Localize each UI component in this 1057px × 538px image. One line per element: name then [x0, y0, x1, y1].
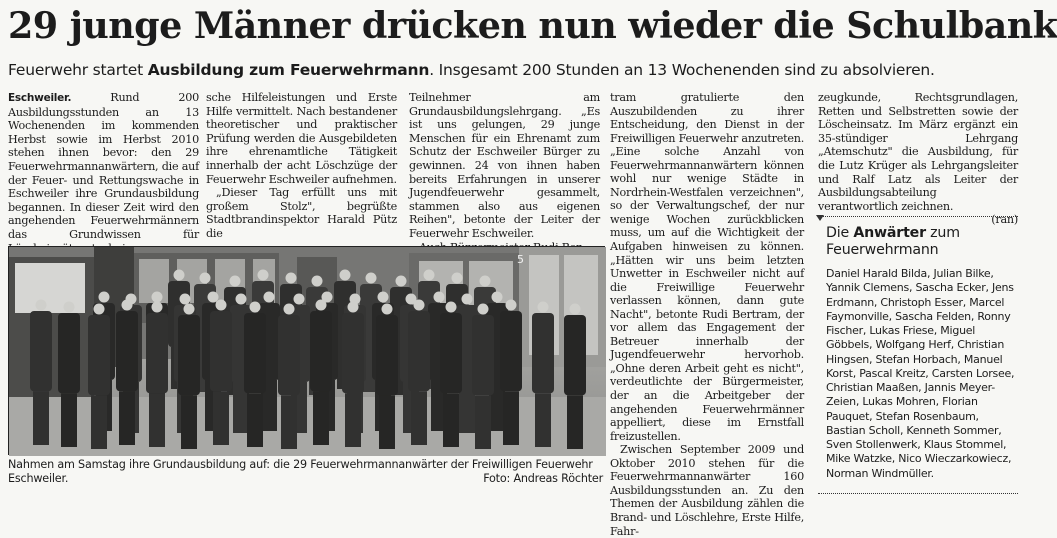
column-2-paragraph-1: sche Hilfeleistungen und Erste Hilfe vermittelt. Nach bestandener theoretischer und praktischer Prüfung werden die Ausgebildeten ihre ehrenamtliche Tätigkeit innerhalb der acht Löschzüge der Feuerwehr Eschweiler aufnehmen.	[206, 91, 397, 186]
title-suffix: zum Feuerwehrmann	[826, 225, 960, 258]
firefighter-figure	[310, 300, 332, 446]
column-4-paragraph-1: tram gratulierte den Auszubildenden zu ihrer Entscheidung, den Dienst in der Freiwilligen Feuerwehr anzutreten. „Eine solche Anzahl von Feuerwehrmannanwärtern können wohl nur wenige Städte in Nordrhein-Westfalen verzeichnen", so der Verwaltungschef, der nur wenige Wochen zurückblicken muss, um auf die Wichtigkeit der Aufgaben hinweisen zu können. „Hätten wir uns beim letzten Unwetter in Eschweiler nicht auf die Freiwillige Feuerwehr verlassen können, dann gute Nacht", betonte Rudi Bertram, der vor allem das Engagement der Betreuer innerhalb der Jugendfeuerwehr hervorhob. „Ohne deren Arbeit geht es nicht", verdeutlichte der Bürgermeister, der an die Arbeitgeber der angehenden Feuerwehrmänner appelliert, diese im Ernstfall freizustellen.	[610, 91, 804, 443]
title-bold: Anwärter	[853, 225, 926, 241]
firefighter-figure	[116, 300, 138, 446]
firefighter-figure	[210, 300, 232, 446]
firefighter-figure	[408, 300, 430, 446]
photo-caption	[8, 458, 605, 485]
firefighter-figure	[244, 302, 266, 448]
candidates-list: Daniel Harald Bilda, Julian Bilke, Yannik Clemens, Sascha Ecker, Jens Erdmann, Christoph Esser, Marcel Faymonville, Sascha Felden, Ronny Fischer, Lukas Friese, Miguel Göbbels, Wolfgang Herf, Christian Hingsen, Stefan Horbach, Manuel Korst, Pascal Kreitz, Carsten Lorsee, Christian Maaßen, Jannis Meyer-Zeien, Lukas Mohren, Florian Pauquet, Stefan Rosenbaum, Bastian Scholl, Kenneth Sommer, Sven Stollenwerk, Klaus Stommel, Mike Watzke, Nico Wieczarkowiecz, Norman Windmüller.	[826, 267, 1015, 480]
firefighter-figure	[500, 300, 522, 446]
title-prefix: Die	[826, 225, 854, 241]
subline	[8, 60, 1018, 80]
firefighter-figure	[440, 302, 462, 448]
firefighter-figure	[376, 304, 398, 450]
article-column-1	[8, 91, 199, 255]
article-column-2	[206, 91, 397, 241]
dateline: Eschweiler.	[8, 92, 72, 104]
box-top-rule	[818, 216, 1018, 217]
article-column-5	[818, 91, 1018, 227]
column-2-paragraph-2: „Dieser Tag erfüllt uns mit großem Stolz", begrüßte Stadtbrandinspektor Harald Pütz die	[206, 186, 397, 240]
headline: 29 junge Männer drücken nun wieder die Schulbank	[8, 4, 1057, 47]
door-number: 5	[517, 253, 524, 266]
group-photo-image	[9, 247, 606, 456]
column-5-text: zeugkunde, Rechtsgrundlagen, Retten und Selbstretten sowie der Löscheinsatz. Im März ergänzt ein 35-stündiger Lehrgang „Atemschutz" die Ausbildung, für die Lutz Krüger als Lehrgangsleiter und Ralf Latz als Leiter der Ausbildungsabteilung verantwortlich zeichnen.	[818, 91, 1018, 213]
firefighter-figure	[564, 304, 586, 450]
firefighter-figure	[342, 302, 364, 448]
column-3-paragraph-1: Teilnehmer am Grundausbildungslehrgang. „Es ist uns gelungen, 29 junge Menschen für ein Ehrenamt zum Schutz der Eschweiler Bürger zu gewinnen. 24 von ihnen haben bereits Erfahrungen in unserer Jugendfeuerwehr gesammelt, stammen also aus eigenen Reihen", betonte der Leiter der Feuerwehr Eschweiler.	[409, 91, 600, 240]
box-bottom-rule	[818, 493, 1018, 494]
group-photo	[8, 246, 605, 455]
author-signature: (ran)	[991, 213, 1018, 227]
candidates-box-title	[826, 225, 1016, 259]
article-column-3	[409, 91, 600, 254]
subline-part1: Feuerwehr startet	[8, 61, 148, 79]
subline-part2: . Insgesamt 200 Stunden an 13 Wochenenden sind zu absolvieren.	[429, 61, 935, 79]
firefighter-figure	[178, 304, 200, 450]
subline-bold: Ausbildung zum Feuerwehrmann	[147, 61, 430, 79]
firefighter-figure	[88, 304, 110, 450]
triangle-marker-icon	[816, 215, 824, 221]
firefighter-figure	[472, 304, 494, 450]
firefighter-figure	[146, 302, 168, 448]
firefighter-figure	[30, 300, 52, 446]
firefighter-figure	[278, 304, 300, 450]
candidates-box	[812, 216, 1020, 488]
column-1-text: Rund 200 Ausbildungsstunden an 13 Wochenenden im kommenden Herbst sowie im Herbst 2010 stehen ihnen bevor: den 29 Feuerwehrmannanwärtern, die auf der Feuer- und Rettungswache in Eschweiler ihre Grundausbildung begannen. In dieser Zeit wird den angehenden Feuerwehrmännern das Grundwissen für	[8, 91, 199, 241]
article-column-4	[610, 91, 804, 538]
firefighter-figure	[58, 302, 80, 448]
firefighter-figure	[532, 302, 554, 448]
photo-credit: Foto: Andreas Röchter	[483, 471, 603, 485]
column-4-paragraph-2: Zwischen September 2009 und Oktober 2010 stehen für die Feuerwehrmannanwärter 160 Ausbildungsstunden an. Zu den Themen der Ausbildung zählen die Brand- und Löschlehre, Erste Hilfe, Fahr-	[610, 443, 804, 538]
photo-caption-text: Nahmen am Samstag ihre Grundausbildung auf: die 29 Feuerwehrmannanwärter der Freiwilligen Feuerwehr Eschweiler.	[8, 458, 593, 485]
